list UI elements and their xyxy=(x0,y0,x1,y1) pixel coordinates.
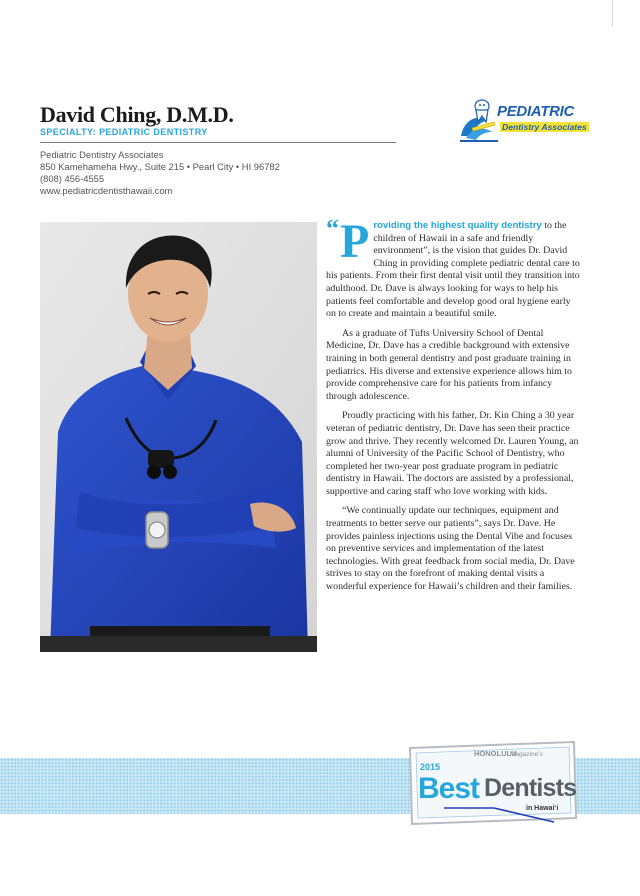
logo-subtitle: Dentistry Associates xyxy=(502,122,587,132)
header-divider xyxy=(40,142,396,143)
logo-title: PEDIATRIC xyxy=(497,103,575,120)
drop-cap: P xyxy=(340,215,370,268)
article-paragraph-1 xyxy=(326,215,582,321)
opening-quote-mark: “ xyxy=(326,214,339,243)
article-paragraph-2: As a graduate of Tufts University School of Dental Medicine, Dr. Dave has a credible background with extensive training in both general dentistry and post graduate training in pediatrics. His diverse and extensive experience allows him to provide comprehensive care for his patients from infancy through adolescence. xyxy=(326,327,572,402)
practice-phone: (808) 456-4555 xyxy=(40,173,105,184)
badge-magazine: Magazine’s xyxy=(510,751,543,758)
badge-dentists: Dentists xyxy=(484,774,577,802)
article-paragraph-3: Proudly practicing with his father, Dr. Kin Ching a 30 year veteran of pediatric dentistry, Dr. Dave has seen their practice grow and thrive. They recently welcomed Dr. Lauren Young, an alumni of University of the Pacific School of Dentistry, who completed her two-year post graduate program in pediatric dentistry in Hawaii. The doctors are assisted by a professional, supportive and caring staff who love working with kids. xyxy=(326,410,579,497)
badge-year: 2015 xyxy=(420,762,441,772)
practice-address: 850 Kamehameha Hwy., Suite 215 • Pearl City • HI 96782 xyxy=(40,161,280,172)
article-paragraph-4: “We continually update our techniques, equipment and treatments to better serve our patients”, says Dr. Dave. He provides painless injections using the Dental Vibe and focuses on preventive services and implementation of the latest technologies. With great feedback from social media, Dr. Dave strives to stay on the forefront of making dental visits a wonderful experience for Hawaii’s children and their families. xyxy=(326,505,575,593)
badge-best: Best xyxy=(418,772,480,805)
badge-region: in Hawai‘i xyxy=(526,805,559,812)
badge-publication: HONOLULU xyxy=(474,749,517,758)
article-paragraph-1-text: to the children of Hawaii in a safe and friendly environment”, is the vision that guides Dr. David Ching in providing complete pediatric dental care to his patients. From their first dental visit until they transition into adulthood. Dr. Dave is always looking for ways to help his patients feel comfortable and develop good oral hygiene early on to create and maintain a beautiful smile. xyxy=(326,220,580,320)
contact-block xyxy=(40,149,280,197)
doctor-name: David Ching, D.M.D. xyxy=(40,102,234,127)
page-edge-mark xyxy=(612,0,613,26)
article-lead: roviding the highest quality dentistry xyxy=(373,220,542,231)
specialty-label: SPECIALTY: PEDIATRIC DENTISTRY xyxy=(40,127,208,137)
practice-name: Pediatric Dentistry Associates xyxy=(40,149,164,160)
article-body xyxy=(326,214,582,601)
practice-website[interactable]: www.pediatricdentisthawaii.com xyxy=(40,185,173,196)
best-dentists-badge xyxy=(404,738,580,828)
doctor-portrait-photo xyxy=(40,222,317,652)
